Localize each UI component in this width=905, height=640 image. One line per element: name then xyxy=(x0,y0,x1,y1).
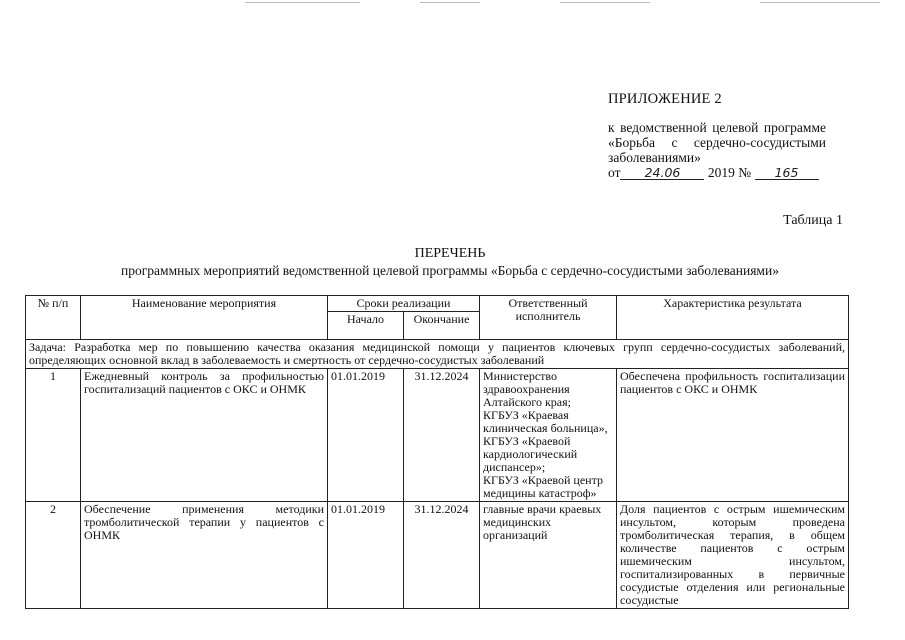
list-subtitle: программных мероприятий ведомственной целевой программы «Борьба с сердечно-сосудистыми заболеваниями» xyxy=(121,263,779,278)
row-result: Доля пациентов с острым ишемическим инсультом, которым проведена тромболитическая терапия, в общем количестве пациентов с острым ишемическим инсультом, госпитализированных в первичные сосудистые отделения или региональные сосудистые xyxy=(617,502,849,609)
table-row xyxy=(26,369,849,502)
header-period: Сроки реализации xyxy=(328,296,480,312)
table-header-row xyxy=(26,296,849,312)
scan-artifact-line xyxy=(420,2,480,3)
row-name: Ежедневный контроль за профильностью госпитализаций пациентов с ОКС и ОНМК xyxy=(81,369,328,502)
handwritten-order-number: 165 xyxy=(755,166,819,180)
appendix-block xyxy=(608,92,826,180)
scan-artifact-line xyxy=(560,2,650,3)
header-num: № п/п xyxy=(26,296,81,340)
row-responsible: главные врачи краевых медицинских организаций xyxy=(480,502,617,609)
row-end: 31.12.2024 xyxy=(404,502,480,609)
row-responsible: Министерство здравоохранения Алтайского края; КГБУЗ «Краевая клиническая больница», КГБУЗ «Краевой кардиологический диспансер»; КГБУЗ «Краевой центр медицины катастроф» xyxy=(480,369,617,502)
table-row xyxy=(26,502,849,609)
order-prefix: от xyxy=(608,165,621,180)
row-num: 1 xyxy=(26,369,81,502)
scan-artifact-line xyxy=(760,2,880,3)
list-title: ПЕРЕЧЕНЬ xyxy=(414,246,486,261)
handwritten-order-date: 24.06 xyxy=(620,166,704,180)
row-name: Обеспечение применения методики тромболитической терапии у пациентов с ОНМК xyxy=(81,502,328,609)
scan-artifact-line xyxy=(245,2,360,3)
row-start: 01.01.2019 xyxy=(328,502,404,609)
header-responsible: Ответственный исполнитель xyxy=(480,296,617,340)
appendix-title: ПРИЛОЖЕНИЕ 2 xyxy=(608,91,722,107)
task-text: Задача: Разработка мер по повышению качества оказания медицинской помощи у пациентов ключевых групп сердечно-сосудистых заболеваний, определяющих основной вклад в заболеваемость и смертность от сердечно-сосудистых заболеваний xyxy=(26,340,849,369)
table-label: Таблица 1 xyxy=(783,213,843,228)
header-name: Наименование мероприятия xyxy=(81,296,328,340)
header-result: Характеристика результата xyxy=(617,296,849,340)
measures-table xyxy=(25,295,849,609)
header-start: Начало xyxy=(328,312,404,340)
appendix-text: к ведомственной целевой программе «Борьба с сердечно-сосудистыми заболеваниями» xyxy=(608,120,826,165)
header-end: Окончание xyxy=(404,312,480,340)
order-line xyxy=(608,165,826,180)
task-row xyxy=(26,340,849,369)
order-year: 2019 № xyxy=(707,165,752,180)
row-end: 31.12.2024 xyxy=(404,369,480,502)
row-num: 2 xyxy=(26,502,81,609)
row-result: Обеспечена профильность госпитализации пациентов с ОКС и ОНМК xyxy=(617,369,849,502)
row-start: 01.01.2019 xyxy=(328,369,404,502)
